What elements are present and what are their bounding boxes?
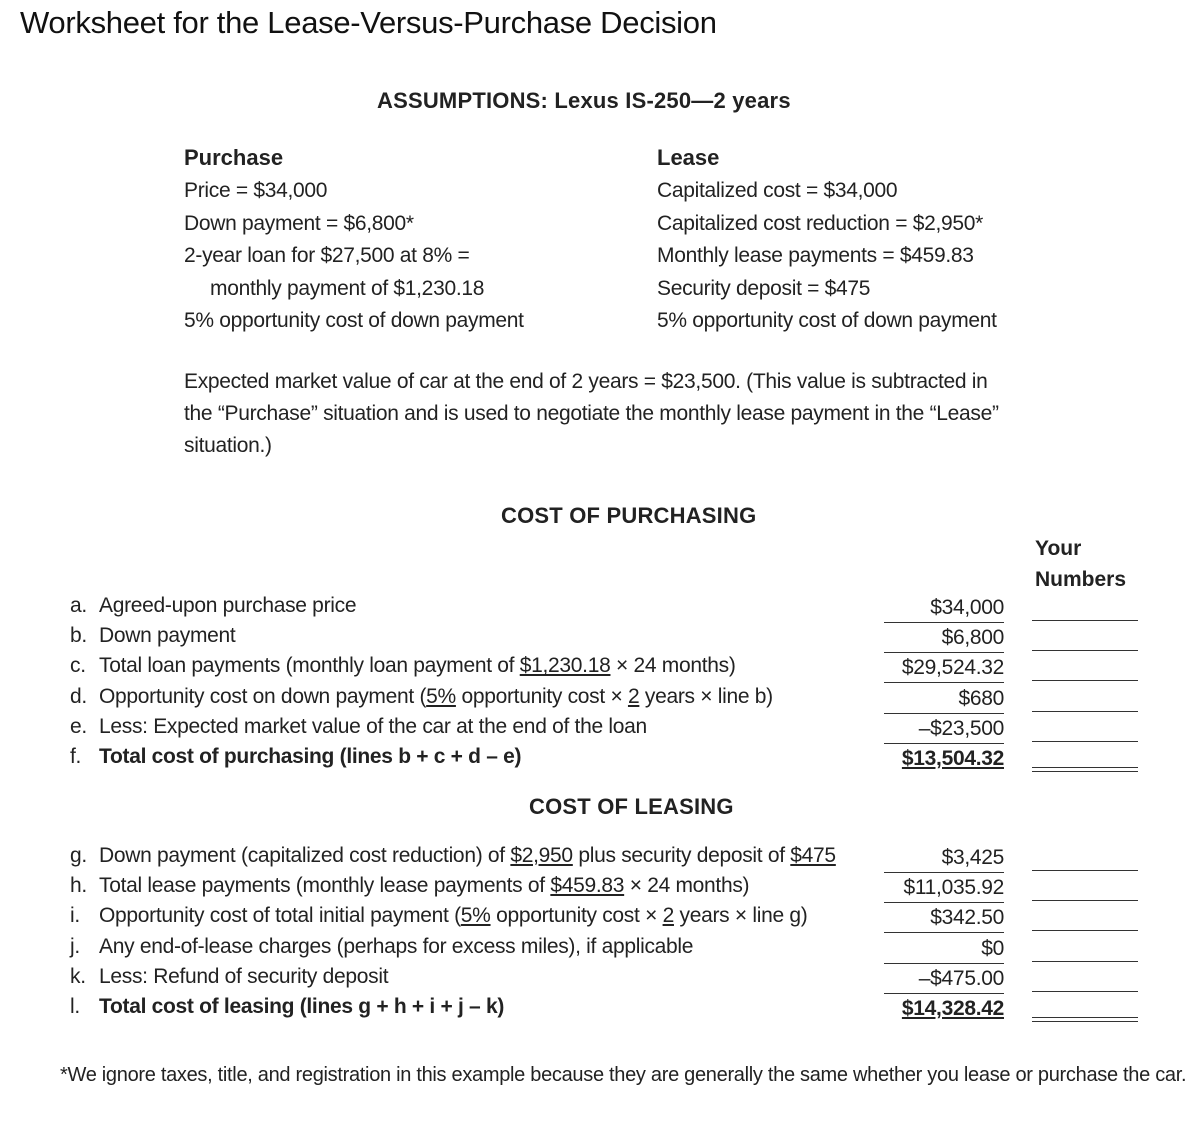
row-label (70, 594, 356, 618)
row-text: × 24 months) (610, 654, 736, 678)
row-amount: $3,425 (884, 844, 1004, 873)
row-text: Total loan payments (monthly loan payment of (99, 654, 520, 678)
row-label (70, 874, 749, 898)
worksheet-row (66, 715, 1146, 745)
row-label (70, 965, 388, 989)
lease-line: Monthly lease payments = $459.83 (657, 244, 974, 267)
your-numbers-blank[interactable] (1032, 900, 1138, 901)
worksheet-row (66, 594, 1146, 624)
row-figure: $475 (790, 844, 836, 867)
purchase-line: monthly payment of $1,230.18 (210, 276, 485, 300)
lease-rows (66, 844, 1146, 1025)
lease-line: Capitalized cost = $34,000 (657, 179, 898, 202)
your-numbers-blank[interactable] (1032, 650, 1138, 651)
your-numbers-blank[interactable] (1032, 870, 1138, 871)
purchase-line: 2-year loan for $27,500 at 8% = (184, 244, 470, 267)
row-letter: i. (70, 904, 80, 928)
worksheet-row (66, 624, 1146, 654)
purchase-line: Down payment = $6,800* (184, 211, 414, 235)
row-description (99, 935, 693, 958)
your-numbers-blank[interactable] (1032, 680, 1138, 681)
row-text: Opportunity cost of total initial payment ( (99, 904, 461, 928)
row-letter: e. (70, 714, 87, 738)
page-title: Worksheet for the Lease-Versus-Purchase Decision (20, 5, 717, 40)
worksheet-row (66, 745, 1146, 775)
row-text: × 24 months) (624, 874, 750, 898)
row-letter: l. (70, 994, 80, 1018)
row-description (99, 995, 504, 1018)
purchase-line: Price = $34,000 (184, 179, 328, 202)
row-text: Less: Refund of security deposit (99, 964, 389, 988)
row-label (70, 844, 836, 868)
row-description (99, 745, 521, 768)
your-numbers-blank[interactable] (1032, 711, 1138, 712)
row-text: years × line g) (673, 904, 808, 928)
row-label (70, 995, 504, 1019)
row-letter: c. (70, 654, 86, 678)
lease-line: Security deposit = $475 (657, 276, 871, 300)
row-amount: $680 (884, 685, 1004, 714)
row-description (99, 874, 749, 897)
row-label (70, 935, 693, 959)
total-amount: $14,328.42 (901, 996, 1004, 1020)
row-text: Opportunity cost on down payment ( (99, 684, 427, 708)
row-text: Any end-of-lease charges (perhaps for excess miles), if applicable (99, 934, 694, 958)
row-text: Total cost of purchasing (lines b + c + d – e) (99, 744, 522, 768)
footnote: *We ignore taxes, title, and registration in this example because they are generally the same whether you lease or purchase the car. (60, 1064, 1187, 1086)
row-description (99, 904, 807, 927)
your-numbers-blank[interactable] (1032, 961, 1138, 962)
row-figure: $2,950 (510, 844, 573, 867)
row-description (99, 685, 773, 708)
worksheet-row (66, 654, 1146, 684)
your-numbers-header (1035, 533, 1126, 595)
row-amount: $34,000 (884, 594, 1004, 623)
row-amount: $342.50 (884, 904, 1004, 933)
row-letter: j. (70, 934, 80, 958)
worksheet-row (66, 965, 1146, 995)
row-description (99, 654, 736, 677)
row-text: opportunity cost × (490, 904, 663, 928)
row-letter: b. (70, 624, 87, 648)
row-label (70, 904, 807, 928)
row-text: opportunity cost × (455, 684, 628, 708)
row-figure: $1,230.18 (519, 654, 611, 678)
row-amount: $11,035.92 (884, 874, 1004, 903)
row-text: Down payment (99, 624, 236, 648)
row-figure: $459.83 (550, 874, 625, 898)
row-amount: –$475.00 (884, 965, 1004, 994)
row-amount: $6,800 (884, 624, 1004, 653)
row-amount: $29,524.32 (884, 654, 1004, 683)
row-text: Total lease payments (monthly lease payments of (99, 874, 551, 898)
purchase-heading: Purchase (184, 145, 284, 170)
row-amount: $0 (884, 935, 1004, 964)
worksheet-row (66, 935, 1146, 965)
lease-line: 5% opportunity cost of down payment (657, 309, 997, 332)
row-text: Down payment (capitalized cost reduction) of (99, 844, 511, 867)
purchase-line: 5% opportunity cost of down payment (184, 309, 524, 332)
lease-heading: Lease (657, 145, 720, 170)
lease-assumptions (657, 145, 997, 338)
cost-of-leasing-heading: COST OF LEASING (529, 794, 734, 819)
worksheet-row (66, 874, 1146, 904)
row-letter: h. (70, 874, 87, 898)
row-label (70, 624, 235, 648)
row-label (70, 715, 647, 739)
your-numbers-blank[interactable] (1032, 1017, 1138, 1022)
total-amount: $13,504.32 (901, 746, 1004, 770)
cost-of-purchasing-heading: COST OF PURCHASING (501, 503, 757, 528)
row-figure: 5% (460, 904, 491, 928)
row-text: Agreed-upon purchase price (99, 594, 357, 617)
row-label (70, 745, 521, 769)
your-numbers-label: Numbers (1035, 568, 1127, 591)
row-text: Less: Expected market value of the car at the end of the loan (99, 714, 647, 738)
your-numbers-blank[interactable] (1032, 620, 1138, 621)
worksheet-row (66, 995, 1146, 1025)
row-figure: 2 (662, 904, 674, 928)
row-text: years × line b) (639, 684, 773, 708)
row-description (99, 594, 356, 617)
row-figure: 2 (627, 684, 640, 708)
purchase-rows (66, 594, 1146, 775)
your-numbers-blank[interactable] (1032, 991, 1138, 992)
row-label (70, 685, 773, 709)
assumptions-heading: ASSUMPTIONS: Lexus IS-250—2 years (377, 88, 791, 113)
lease-line: Capitalized cost reduction = $2,950* (657, 211, 984, 235)
row-letter: a. (70, 594, 87, 617)
row-description (99, 965, 388, 988)
row-letter: f. (70, 744, 82, 768)
row-label (70, 654, 736, 678)
your-numbers-blank[interactable] (1032, 741, 1138, 742)
worksheet-row (66, 844, 1146, 874)
your-numbers-blank[interactable] (1032, 767, 1138, 772)
row-description (99, 844, 836, 867)
row-letter: d. (70, 684, 87, 708)
market-value-note: Expected market value of car at the end of 2 years = $23,500. (This value is subtracted in the “Purchase” situation and is used to negotiate the monthly lease payment in the “Lease” situation.) (184, 370, 999, 457)
row-description (99, 715, 647, 738)
your-numbers-label: Your (1035, 537, 1082, 560)
purchase-assumptions (184, 145, 524, 338)
worksheet-row (66, 685, 1146, 715)
row-figure: 5% (426, 684, 456, 708)
row-text: plus security deposit of (572, 844, 791, 867)
row-letter: g. (70, 844, 87, 867)
worksheet-row (66, 904, 1146, 934)
row-amount: –$23,500 (884, 715, 1004, 744)
row-description (99, 624, 235, 647)
row-letter: k. (70, 964, 86, 988)
row-text: Total cost of leasing (lines g + h + i + j – k) (99, 994, 505, 1018)
your-numbers-blank[interactable] (1032, 930, 1138, 931)
